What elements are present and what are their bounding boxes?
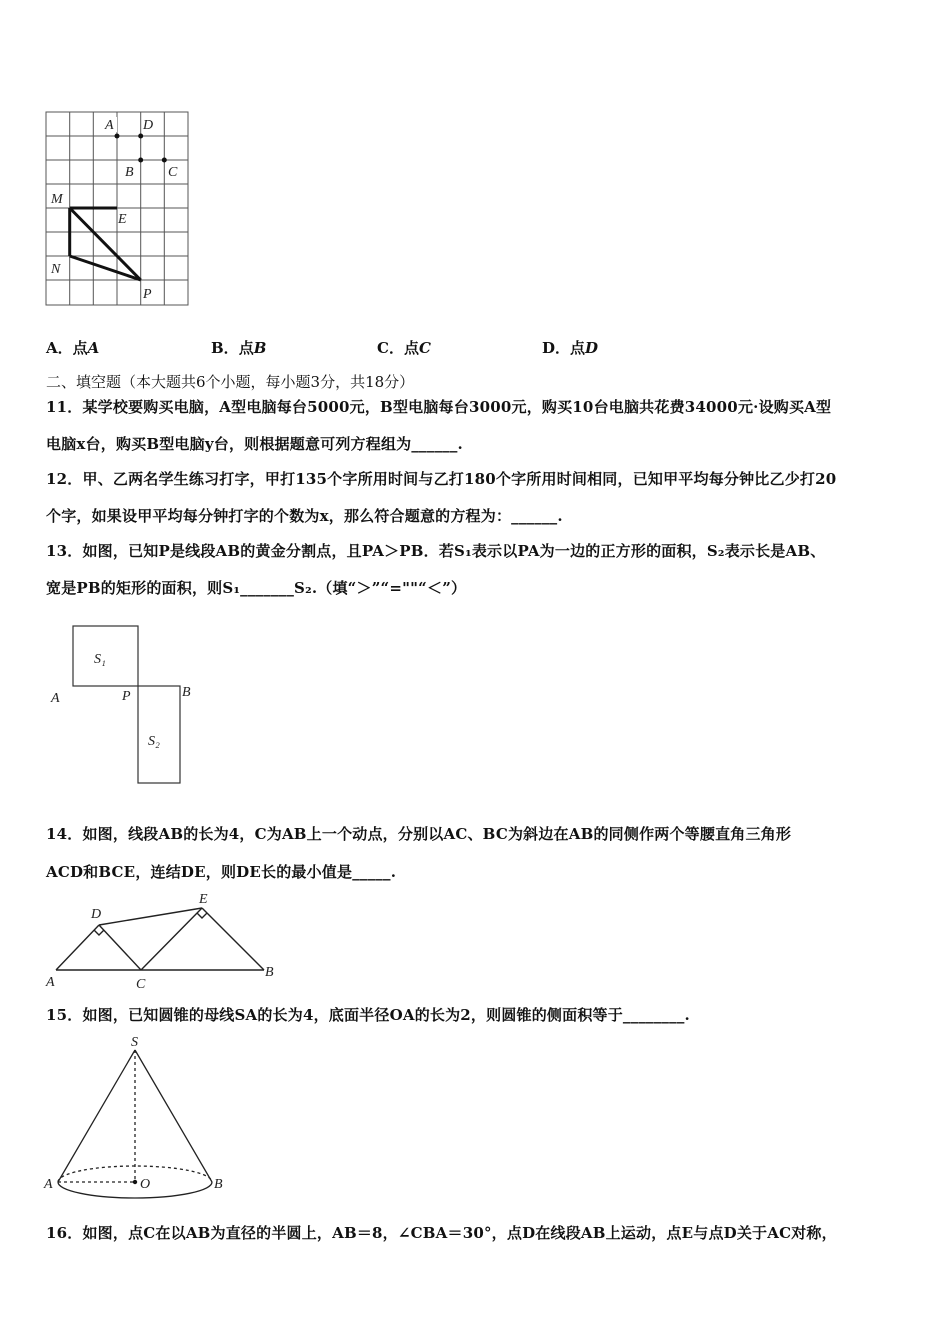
s1-label: S₁ [94,652,106,667]
label-n: N [51,262,61,277]
q12-line1: 12．甲、乙两名学生练习打字，甲打135个字所用时间与乙打180个字所用时间相同，已知甲平均每分钟比乙少打20 [46,470,837,488]
section-title: 二、填空题（本大题共6个小题，每小题3分，共18分） [46,373,415,391]
segment-de [99,908,202,925]
label-e: E [118,212,127,227]
point-b-label: B [265,965,274,980]
generatrix-sb [135,1050,212,1182]
point-b-label: B [214,1177,223,1192]
point-a-label: A [46,975,55,990]
grid-figure [40,108,196,308]
choice-d[interactable]: D．点D [542,339,599,357]
q13-figure [44,620,204,790]
label-c: C [168,165,178,180]
q14-line1: 14．如图，线段AB的长为4，C为AB上一个动点，分别以AC、BC为斜边在AB的同侧作两个等腰直角三角形 [46,825,792,843]
point-o-label: O [140,1177,151,1192]
point-s-label: S [131,1035,138,1050]
segment-ad [56,925,99,970]
point-c [162,158,167,163]
label-m: M [51,192,63,207]
choice-b[interactable]: B．点B [211,339,267,357]
choice-a[interactable]: A．点A [46,339,100,357]
q13-line2: 宽是PB的矩形的面积，则S₁_______S₂.（填“＞”“=""“＜”） [46,579,467,597]
point-d [138,134,143,139]
right-angle-d [94,930,104,935]
label-a: A [105,118,114,133]
q15-line1: 15．如图，已知圆锥的母线SA的长为4，底面半径OA的长为2，则圆锥的侧面积等于________. [46,1006,690,1024]
point-a-label: A [44,1177,53,1192]
label-p: P [143,287,152,302]
center-o-dot [133,1180,137,1184]
segment-ce [141,908,202,970]
label-b: B [125,165,134,180]
point-d-label: D [91,907,102,922]
q15-cone-figure [40,1030,240,1205]
point-b [138,158,143,163]
point-b-label: B [182,685,191,700]
base-back-arc [58,1166,212,1182]
q14-line2: ACD和BCE，连结DE，则DE长的最小值是_____. [46,863,397,881]
point-a [115,134,120,139]
base-front-arc [58,1182,212,1198]
generatrix-sa [58,1050,135,1182]
q13-line1: 13．如图，已知P是线段AB的黄金分割点，且PA＞PB．若S₁表示以PA为一边的正方形的面积，S₂表示长是AB、 [46,542,826,560]
q11-line2: 电脑x台，购买B型电脑y台，则根据题意可列方程组为______. [46,435,463,453]
point-p-label: P [122,689,131,704]
point-e-label: E [199,892,208,907]
label-d: D [143,118,154,133]
q16-line1: 16．如图，点C在以AB为直径的半圆上，AB＝8，∠CBA＝30°，点D在线段AB上运动，点E与点D关于AC对称， [46,1224,837,1242]
s2-label: S₂ [148,734,160,749]
point-c-label: C [136,977,146,992]
q12-line2: 个字，如果设甲平均每分钟打字的个数为x，那么符合题意的方程为：______. [46,507,563,525]
segment-dc [99,925,141,970]
q14-figure [44,890,284,992]
segment-eb [202,908,264,970]
q11-line1: 11．某学校要购买电脑，A型电脑每台5000元，B型电脑每台3000元，购买10台电脑共花费34000元·设购买A型 [46,398,832,416]
choice-c[interactable]: C．点C [377,339,431,357]
right-angle-e [197,913,207,918]
point-a-label: A [51,691,60,706]
